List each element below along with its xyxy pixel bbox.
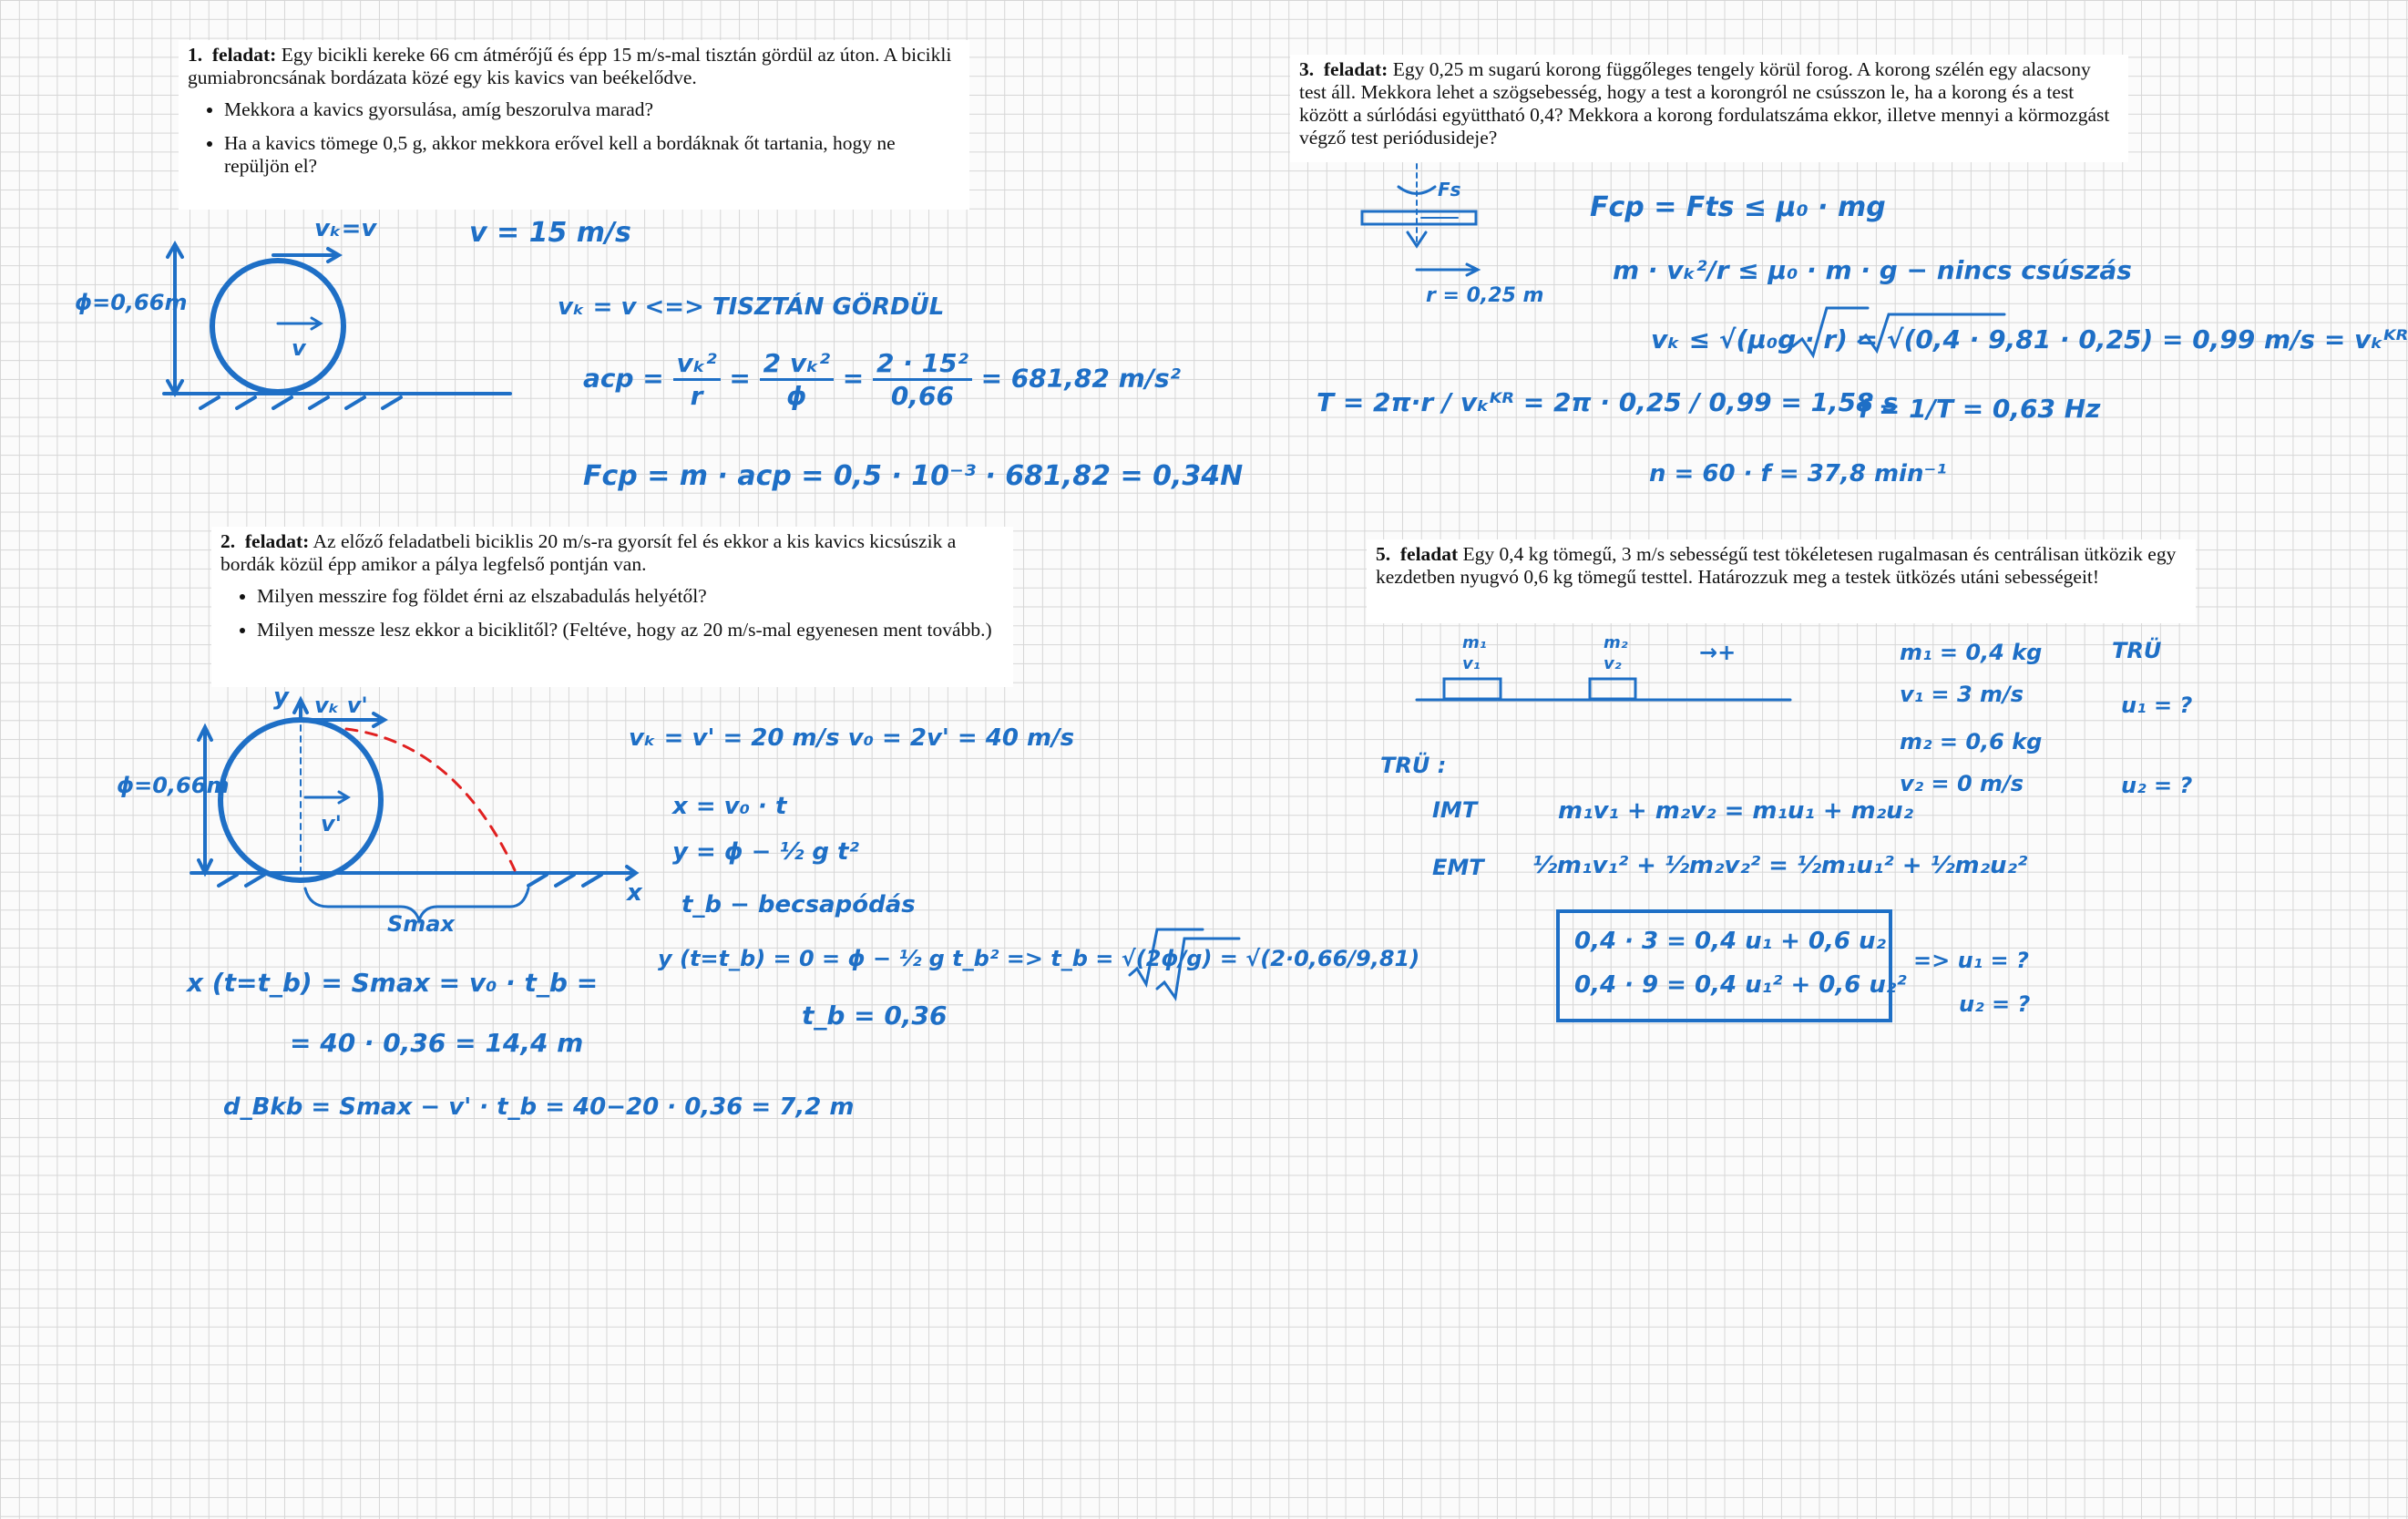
- x-axis-label-2: x: [627, 879, 642, 907]
- acp-fraction-2: [760, 348, 834, 411]
- unknowns-label: TRÜ :: [1380, 753, 1447, 778]
- task-1-statement: Egy bicikli kereke 66 cm átmérőjű és épp 15 m/s-mal tisztán gördül az úton. A bicikli gumiabroncsának bordázata közé egy kis kavics van beékelődve.: [188, 44, 952, 88]
- block-2-speed-label: v₂: [1604, 654, 1622, 673]
- energy-equation: ½m₁v₁² + ½m₂v₂² = ½m₁u₁² + ½m₂u₂²: [1532, 852, 2028, 879]
- y-axis-label-2: y: [273, 683, 289, 711]
- given-m2: m₂ = 0,6 kg: [1900, 729, 2043, 754]
- max-speed-3: vₖ ≤ √(μ₀g · r) = √(0,4 · 9,81 · 0,25) = 0,99 m/s = vₖᴷᴿ: [1651, 324, 2408, 354]
- acp-fraction-3: [873, 348, 972, 411]
- task-1-question: • Mekkora a kavics gyorsulása, amíg beszorulva marad?: [224, 98, 960, 121]
- solution-u1: => u₁ = ?: [1913, 948, 2029, 973]
- task-2-title: feladat:: [244, 530, 310, 552]
- unknowns-header: TRÜ: [2112, 638, 2162, 663]
- top-velocity-labels-2: vₖ v': [314, 693, 368, 718]
- acp-lhs: acp =: [583, 363, 664, 394]
- trajectory-2: [346, 729, 515, 870]
- smax-label: Smax: [387, 911, 455, 937]
- speeds-2: vₖ = v' = 20 m/s v₀ = 2v' = 40 m/s: [629, 724, 1075, 752]
- task-1-title: feladat:: [211, 44, 277, 66]
- boxed-equation-1: 0,4 · 3 = 0,4 u₁ + 0,6 u₂: [1574, 928, 1886, 955]
- given-speed-1: v = 15 m/s: [469, 217, 631, 249]
- given-m1: m₁ = 0,4 kg: [1900, 640, 2043, 665]
- friction-force-label: Fs: [1438, 179, 1461, 200]
- frequency-3: f = 1/T = 0,63 Hz: [1859, 394, 2101, 424]
- smax-equation: x (t=t_b) = Smax = v₀ · t_b =: [187, 968, 599, 998]
- period-3: T = 2π·r / vₖᴷᴿ = 2π · 0,25 / 0,99 = 1,58 s: [1317, 387, 1899, 417]
- reduced-inequality: m · vₖ²/r ≤ μ₀ · m · g − nincs csúszás: [1613, 255, 2132, 285]
- task-3-title: feladat:: [1323, 58, 1388, 80]
- task-3-statement: Egy 0,25 m sugarú korong függőleges tengely körül forog. A korong szélén egy alacsony test áll. Mekkora lehet a szögsebesség, hogy a test a korongról ne csússzon le, ha a korong és a test között a súrlódási együttható 0,4? Mekkora a korong fordulatszáma ekkor, illetve mennyi a körmozgást végző test periódusideje?: [1299, 58, 2110, 149]
- task-5-number: 5.: [1376, 543, 1391, 565]
- disc-3: [1362, 211, 1476, 224]
- solution-u2: u₂ = ?: [1959, 991, 2031, 1017]
- radius-label-3: r = 0,25 m: [1426, 284, 1544, 307]
- distance-from-bike: d_Bkb = Smax − v' · t_b = 40−20 · 0,36 = 7,2 m: [223, 1093, 855, 1121]
- task-1-number: 1.: [188, 44, 203, 66]
- fcp-calculation-1: Fcp = m · acp = 0,5 · 10⁻³ · 681,82 = 0,34N: [583, 460, 1244, 492]
- x-equation-2: x = v₀ · t: [672, 793, 787, 820]
- given-v2: v₂ = 0 m/s: [1900, 771, 2024, 796]
- acp-formula: acp = $\frac{\text{vₖ²}}{r}$ = $\frac{\text{2 vₖ²}}{\phi}$ = $\frac{\text{2 · 15²}}{0,66}$ = 681,82 m/s²: [583, 348, 1181, 411]
- task-2-question: • Milyen messze lesz ekkor a biciklitől? (Feltéve, hogy az 20 m/s-mal egyenesen ment tovább.): [257, 619, 1004, 641]
- diameter-label-2: ϕ=0,66m: [117, 773, 230, 798]
- block-1-speed-label: v₁: [1462, 654, 1481, 673]
- acp-result: = 681,82 m/s²: [980, 363, 1181, 394]
- acp-fraction-1: [673, 348, 721, 411]
- positive-direction-arrow: →+: [1699, 640, 1737, 665]
- impact-time-value: t_b = 0,36: [802, 1001, 948, 1031]
- task-5-statement: Egy 0,4 kg tömegű, 3 m/s sebességű test tökéletesen rugalmasan és centrálisan ütközik egy kezdetben nyugvó 0,6 kg tömegű testtel. Határozzuk meg a testek ütközés utáni sebességeit!: [1376, 543, 2177, 588]
- impact-condition: y (t=t_b) = 0 = ϕ − ½ g t_b² => t_b = √(2ϕ/g) = √(2·0,66/9,81): [658, 946, 1420, 971]
- y-equation-2: y = ϕ − ½ g t²: [672, 838, 859, 866]
- fraction-numerator: 2 vₖ²: [760, 348, 834, 381]
- momentum-equation: m₁v₁ + m₂v₂ = m₁u₁ + m₂u₂: [1558, 797, 1914, 825]
- unknown-u1: u₁ = ?: [2121, 693, 2193, 718]
- vk-equals-v-label: vₖ=v: [314, 215, 377, 242]
- task-2-question: • Milyen messzire fog földet érni az elszabadulás helyétől?: [257, 585, 1004, 608]
- block-1-mass-label: m₁: [1462, 633, 1487, 652]
- center-v-label-1: v: [292, 335, 306, 361]
- fraction-denominator: 0,66: [890, 381, 954, 411]
- center-v-prime-label: v': [321, 811, 342, 836]
- smax-result: = 40 · 0,36 = 14,4 m: [290, 1028, 584, 1058]
- rolling-condition: vₖ = v <=> TISZTÁN GÖRDÜL: [558, 293, 945, 321]
- fraction-denominator: ϕ: [786, 381, 807, 411]
- fraction-numerator: vₖ²: [673, 348, 721, 381]
- block-2-mass-label: m₂: [1604, 633, 1628, 652]
- task-2-statement: Az előző feladatbeli biciklis 20 m/s-ra gyorsít fel és ekkor a kis kavics kicsúszik a bordák közül épp amikor a pálya legfelső pontján van.: [220, 530, 957, 575]
- task-1-question: • Ha a kavics tömege 0,5 g, akkor mekkora erővel kell a bordáknak őt tartania, hogy ne repüljön el?: [224, 132, 960, 178]
- fcp-inequality: Fcp = Fts ≤ μ₀ · mg: [1590, 191, 1886, 223]
- fraction-denominator: r: [690, 381, 703, 411]
- diameter-label-1: ϕ=0,66m: [75, 290, 188, 315]
- momentum-label: IMT: [1432, 797, 1478, 823]
- block-2: [1590, 679, 1635, 699]
- boxed-equation-2: 0,4 · 9 = 0,4 u₁² + 0,6 u₂²: [1574, 971, 1907, 999]
- unknown-u2: u₂ = ?: [2121, 773, 2193, 798]
- task-3-number: 3.: [1299, 58, 1315, 80]
- impact-time-label: t_b − becsapódás: [681, 891, 916, 919]
- wheel-1: [212, 261, 343, 392]
- rpm-3: n = 60 · f = 37,8 min⁻¹: [1649, 460, 1947, 488]
- given-v1: v₁ = 3 m/s: [1900, 682, 2024, 707]
- block-1: [1444, 679, 1501, 699]
- energy-label: EMT: [1432, 855, 1484, 880]
- task-2-number: 2.: [220, 530, 236, 552]
- fraction-numerator: 2 · 15²: [873, 348, 972, 381]
- task-5-title: feladat: [1399, 543, 1459, 565]
